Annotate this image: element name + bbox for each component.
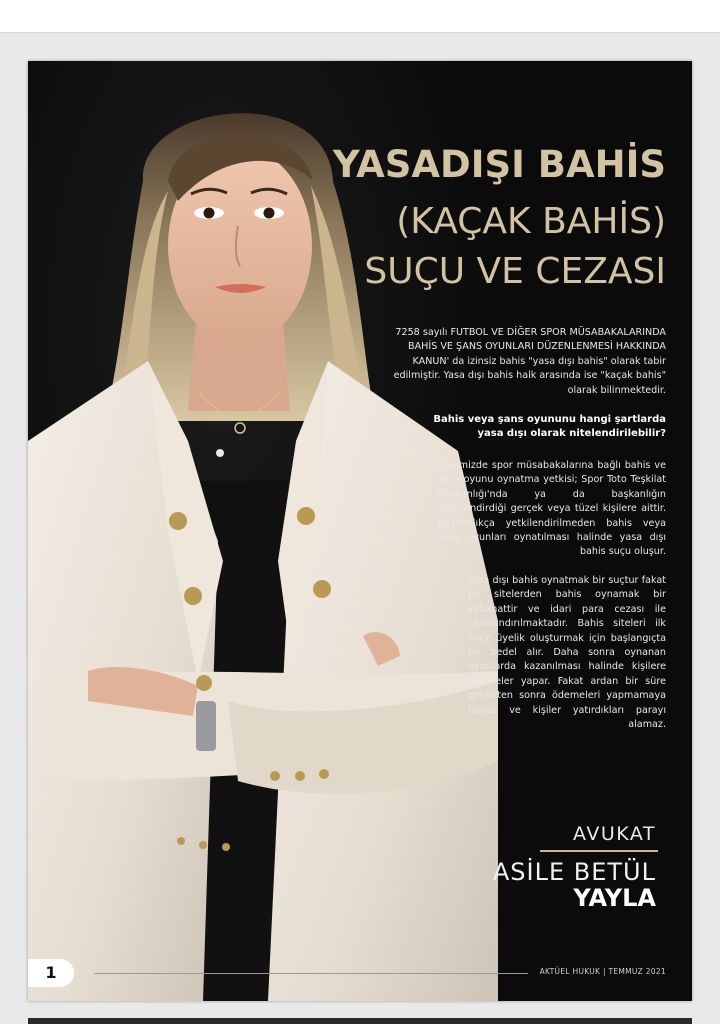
author-last-name: YAYLA bbox=[573, 884, 656, 912]
article-paragraph-2: Ülkemizde spor müsabakalarına bağlı bahis ve şans oyunu oynatma yetkisi; Spor Toto Teşkilat Başkanlığı'nda ya da başkanlığın yetkilendirdiği gerçek veya tüzel kişilere aittir. Başkanlıkça yetkilendirilmeden bahis veya şans oyunları oynatılması halinde yasa dışı bahis suçu oluşur. bbox=[438, 460, 666, 558]
article-title-line-3: SUÇU VE CEZASI bbox=[364, 251, 666, 292]
article-question-heading: Bahis veya şans oyununu hangi şartlarda yasa dışı olarak nitelendirilebilir? bbox=[433, 414, 666, 440]
author-role: AVUKAT bbox=[573, 823, 656, 845]
article-paragraph-3: Yasa dışı bahis oynatmak bir suçtur fakat bu sitelerden bahis oynamak bir kabahattir ve idari para cezası ile cezalandırılmaktadır. Bahis siteleri ilk önce üyelik oluşturmak için başlangıçta bir bedel alır. Daha sonra oynanan oyunlarda kazanılması halinde kişilere ödemeler yapar. Fakat ardan bir süre geçtikten sonra ödemeleri yapmamaya başlar ve kişiler yatırdıkları parayı alamaz. bbox=[468, 575, 666, 731]
publication-footer: AKTÜEL HUKUK | TEMMUZ 2021 bbox=[539, 967, 666, 976]
footer-divider bbox=[94, 973, 528, 974]
article-title-line-2: (KAÇAK BAHİS) bbox=[396, 201, 666, 242]
page-number-badge: 1 bbox=[28, 959, 74, 987]
article-paragraph-1: 7258 sayılı FUTBOL VE DİĞER SPOR MÜSABAKALARINDA BAHİS VE ŞANS OYUNLARI DÜZENLENMESİ HAKKINDA KANUN' da izinsiz bahis "yasa dışı bahis" olarak tabir edilmiştir. Yasa dışı bahis halk arasında ise "kaçak bahis" olarak bilinmektedir. bbox=[393, 327, 666, 396]
browser-top-bar bbox=[0, 0, 720, 33]
next-page-edge bbox=[28, 1018, 692, 1024]
gold-divider bbox=[540, 850, 658, 852]
article-title-line-1: YASADIŞI BAHİS bbox=[332, 143, 666, 186]
author-first-name: ASİLE BETÜL bbox=[492, 858, 656, 886]
magazine-page[interactable] bbox=[28, 61, 692, 1001]
